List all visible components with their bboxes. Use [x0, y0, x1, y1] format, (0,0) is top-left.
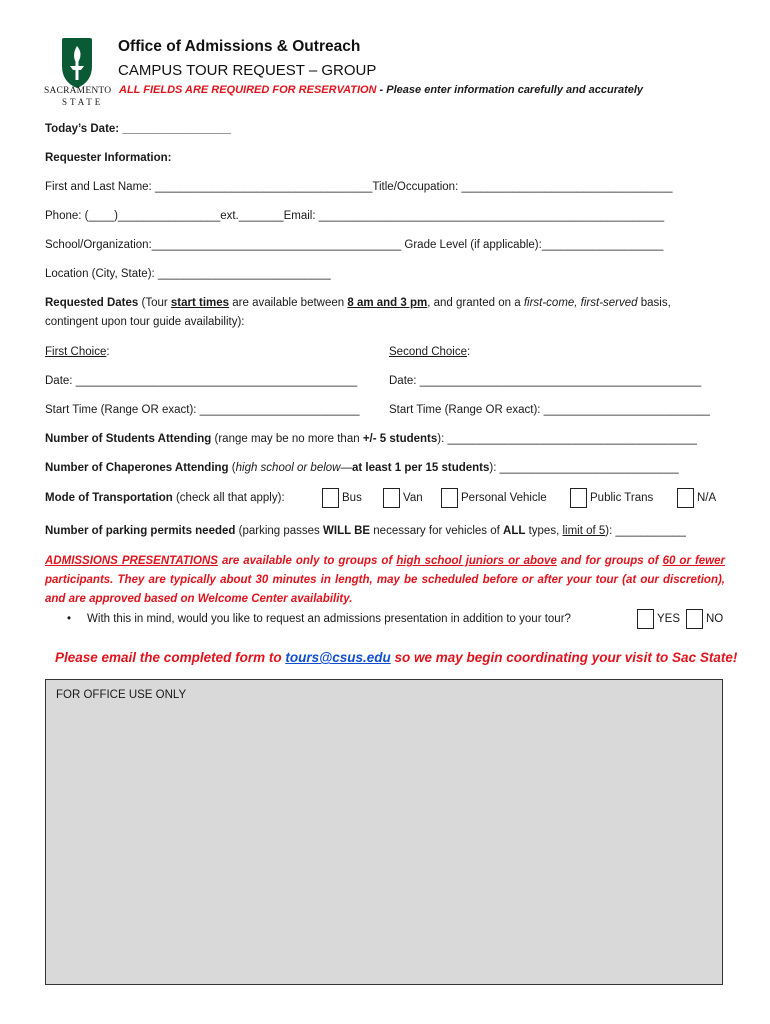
no-label: NO [706, 613, 724, 625]
bus-checkbox[interactable] [322, 488, 339, 508]
required-notice-red: ALL FIELDS ARE REQUIRED FOR RESERVATION [119, 84, 377, 96]
second-start-time-field[interactable]: __________________________ [543, 404, 710, 416]
transport-option-public-trans[interactable] [570, 486, 653, 510]
chaperones-note-bold: at least 1 per 15 students [351, 462, 490, 474]
no-checkbox[interactable] [686, 609, 703, 629]
ext-label: ext. [220, 210, 239, 222]
yes-checkbox[interactable] [637, 609, 654, 629]
sacramento-state-logo [44, 36, 114, 108]
public-trans-label: Public Trans [590, 492, 654, 504]
requester-heading: Requester Information: [45, 152, 172, 164]
start-time-label: Start Time (Range OR exact): [45, 404, 200, 416]
ext-field[interactable]: _______ [238, 210, 284, 222]
title-field[interactable]: _________________________________ [461, 181, 673, 193]
name-title-row [45, 181, 673, 193]
first-start-time-field[interactable]: _________________________ [199, 404, 360, 416]
todays-date-label: Today’s Date: [45, 123, 123, 135]
requested-dates-line1 [45, 297, 671, 309]
transport-option-personal-vehicle[interactable] [441, 486, 547, 510]
email-instruction-after: so we may begin coordinating your visit to Sac State! [390, 650, 738, 665]
parking-limit: limit of 5 [562, 525, 606, 537]
parking-note: (parking passes [235, 525, 324, 537]
office-use-box [45, 679, 723, 985]
phone-paren: ) [114, 210, 118, 222]
parking-note: necessary for vehicles of [370, 525, 504, 537]
location-row [45, 268, 331, 280]
email-label: Email: [283, 210, 319, 222]
presentations-juniors: high school juniors or above [396, 555, 557, 567]
email-instruction-before: Please email the completed form to [55, 650, 286, 665]
requested-dates-text: (Tour [138, 297, 171, 309]
presentations-sixty: 60 or fewer [662, 555, 726, 567]
colon: : [106, 346, 110, 358]
transportation-row [45, 486, 285, 510]
requested-dates-text: are available between [229, 297, 348, 309]
required-notice-note: - Please enter information carefully and accurately [376, 84, 644, 96]
name-field[interactable]: __________________________________ [154, 181, 373, 193]
email-instruction [55, 650, 737, 665]
office-use-label: FOR OFFICE USE ONLY [56, 689, 187, 701]
school-field[interactable]: _______________________________________ [151, 239, 402, 251]
students-label: Number of Students Attending [45, 433, 212, 445]
chaperones-dash: — [340, 462, 352, 474]
presentations-lead: ADMISSIONS PRESENTATIONS [45, 555, 218, 567]
students-note-bold: +/- 5 students [362, 433, 438, 445]
second-date-field[interactable]: ____________________________________________ [419, 375, 702, 387]
chaperones-field[interactable]: ____________________________ [499, 462, 679, 474]
start-times-text: start times [170, 297, 230, 309]
admissions-presentations-paragraph [45, 552, 725, 609]
school-label: School/Organization: [45, 239, 152, 251]
first-come-text: first-come, first-served [523, 297, 638, 309]
transportation-note: (check all that apply): [172, 492, 285, 504]
office-title: Office of Admissions & Outreach [118, 38, 361, 55]
requested-dates-text: basis, [637, 297, 671, 309]
chaperones-note: ( [228, 462, 236, 474]
transport-option-bus[interactable] [322, 486, 362, 510]
first-date-field[interactable]: ____________________________________________ [75, 375, 358, 387]
parking-field[interactable]: ___________ [615, 525, 686, 537]
van-label: Van [403, 492, 423, 504]
form-title: CAMPUS TOUR REQUEST – GROUP [118, 62, 377, 79]
phone-area-field[interactable]: ____ [88, 210, 115, 222]
title-label: Title/Occupation: [372, 181, 462, 193]
grade-field[interactable]: ___________________ [541, 239, 664, 251]
phone-label: Phone: ( [45, 210, 89, 222]
chaperones-row [45, 462, 679, 474]
presentations-text: participants. They are typically about 30 minutes in length, may be scheduled before or after your tour (at our discretion), and are approved based on Welcome Center availability. [45, 574, 725, 605]
requested-dates-text: , and granted on a [427, 297, 524, 309]
presentation-no-option[interactable] [686, 607, 723, 631]
todays-date-row [45, 123, 231, 135]
phone-email-row [45, 210, 664, 222]
students-note: (range may be no more than [211, 433, 363, 445]
first-start-time-row [45, 404, 360, 416]
parking-all: ALL [503, 525, 526, 537]
parking-note-end: ): [605, 525, 616, 537]
logo-text-state: STATE [62, 97, 104, 107]
name-label: First and Last Name: [45, 181, 155, 193]
presentation-question-row [67, 607, 571, 631]
second-choice-heading [389, 346, 470, 358]
bullet-icon: • [67, 613, 72, 625]
requested-dates-line2: contingent upon tour guide availability): [45, 316, 245, 328]
first-choice-heading [45, 346, 110, 358]
transport-option-na[interactable] [677, 486, 716, 510]
na-checkbox[interactable] [677, 488, 694, 508]
first-date-row [45, 375, 357, 387]
students-field[interactable]: _______________________________________ [447, 433, 697, 445]
presentations-text: and for groups of [556, 555, 663, 567]
date-label: Date: [45, 375, 76, 387]
hours-text: 8 am and 3 pm [347, 297, 428, 309]
todays-date-field[interactable]: _________________ [122, 123, 232, 135]
location-field[interactable]: ___________________________ [157, 268, 331, 280]
chaperones-label: Number of Chaperones Attending [45, 462, 229, 474]
personal-vehicle-label: Personal Vehicle [461, 492, 547, 504]
chaperones-note-end: ): [489, 462, 500, 474]
students-note-end: ): [437, 433, 448, 445]
presentation-question: With this in mind, would you like to request an admissions presentation in addition to your tour? [87, 613, 571, 625]
requested-dates-label: Requested Dates [45, 297, 139, 309]
first-choice-label: First Choice [45, 346, 107, 358]
na-label: N/A [697, 492, 717, 504]
personal-vehicle-checkbox[interactable] [441, 488, 458, 508]
date-label: Date: [389, 375, 420, 387]
transport-option-van[interactable] [383, 486, 423, 510]
chaperones-note-italic: high school or below [235, 462, 341, 474]
presentations-text: are available only to groups of [217, 555, 397, 567]
location-label: Location (City, State): [45, 268, 158, 280]
parking-label: Number of parking permits needed [45, 525, 236, 537]
parking-note: types, [525, 525, 563, 537]
parking-row [45, 525, 686, 537]
school-grade-row [45, 239, 663, 251]
email-field[interactable]: ______________________________________________________ [318, 210, 665, 222]
required-notice [119, 84, 643, 96]
presentation-yes-option[interactable] [637, 607, 680, 631]
start-time-label: Start Time (Range OR exact): [389, 404, 544, 416]
van-checkbox[interactable] [383, 488, 400, 508]
transportation-label: Mode of Transportation [45, 492, 173, 504]
grade-label: Grade Level (if applicable): [401, 239, 542, 251]
second-date-row [389, 375, 701, 387]
colon: : [467, 346, 471, 358]
second-choice-label: Second Choice [389, 346, 467, 358]
bus-label: Bus [342, 492, 362, 504]
second-start-time-row [389, 404, 710, 416]
yes-label: YES [657, 613, 681, 625]
phone-field[interactable]: ________________ [117, 210, 221, 222]
public-trans-checkbox[interactable] [570, 488, 587, 508]
tours-email-link[interactable]: tours@csus.edu [285, 650, 391, 665]
logo-text-sacramento: SACRAMENTO [44, 86, 112, 96]
parking-will-be: WILL BE [323, 525, 371, 537]
students-row [45, 433, 697, 445]
